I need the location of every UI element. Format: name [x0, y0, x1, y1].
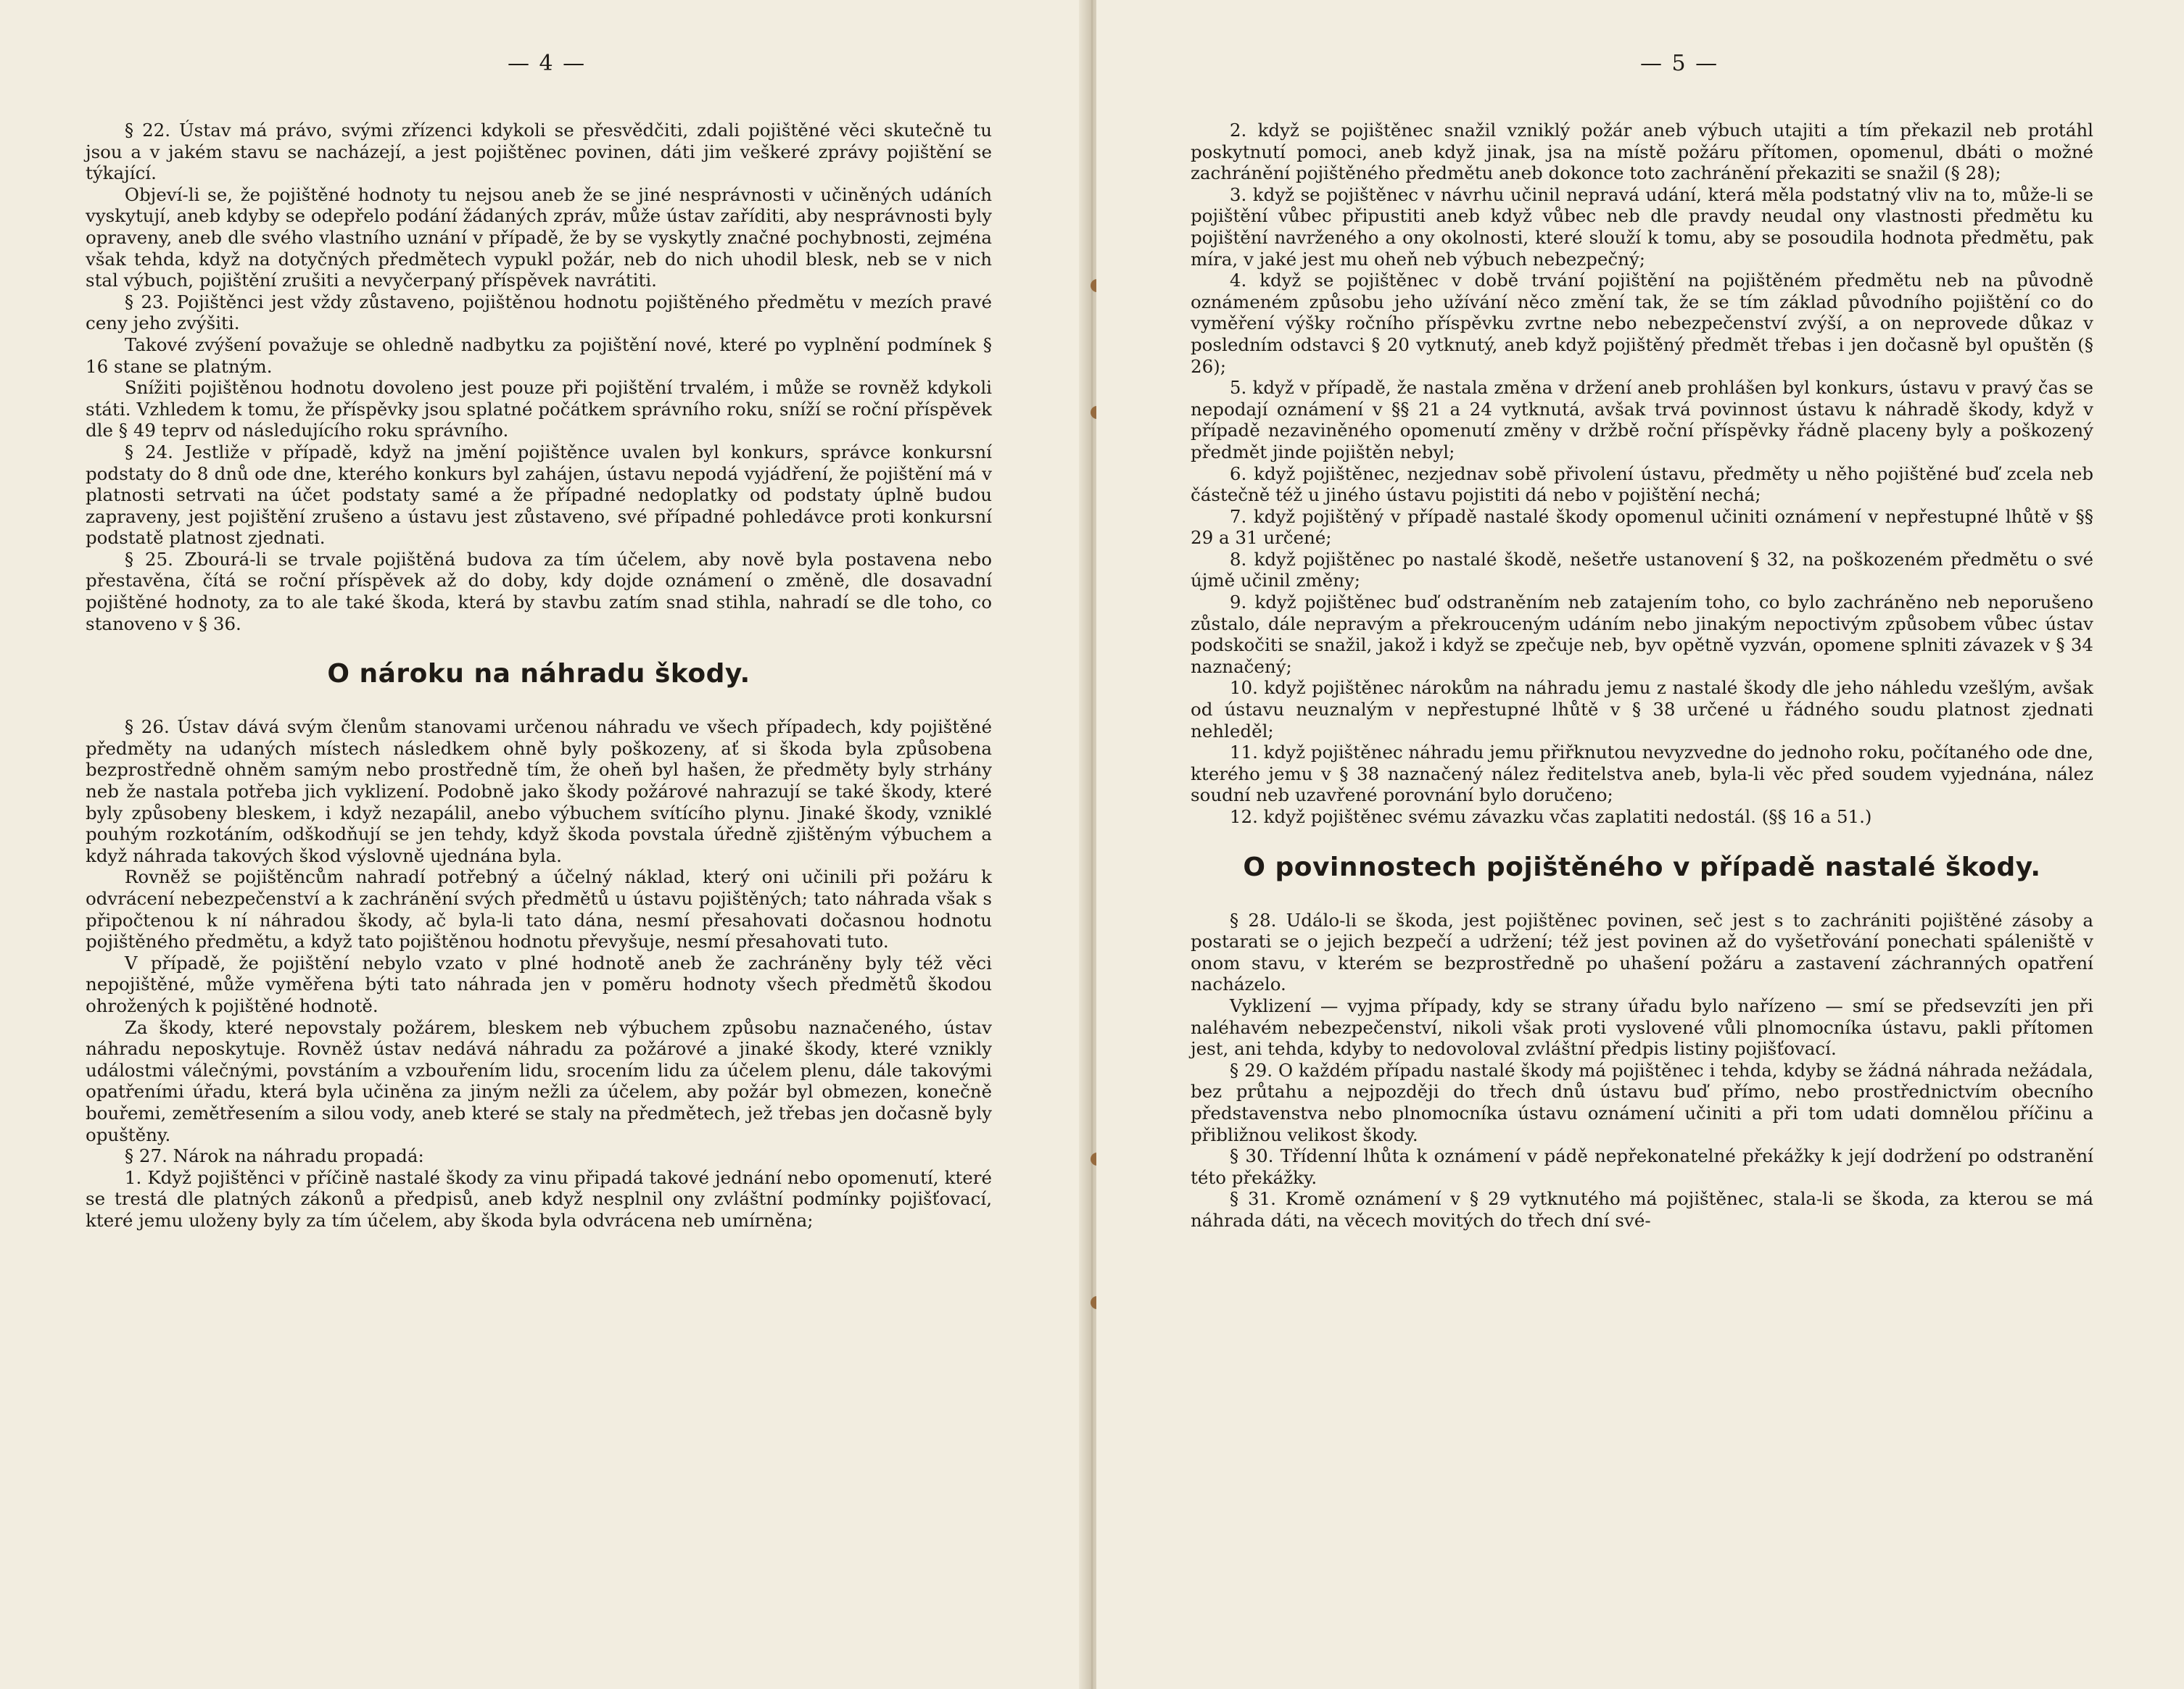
forfeiture-list — [1191, 120, 2093, 828]
list-item: 7. když pojištěný v případě nastalé škody opomenul učiniti oznámení v nepřestupné lhůtě v §§ 29 a 31 určené; — [1191, 505, 2093, 549]
list-item: 8. když pojištěnec po nastalé škodě, nešetře ustanovení § 32, na poškozeném předmětu o své újmě učinil změny; — [1191, 548, 2093, 592]
list-item: 4. když se pojištěnec v době trvání pojištění na pojištěném předmětu neb na původně oznámeném způsobu jeho užívání něco změní tak, že se tím základ původního pojištění co do vyměření výšky ročního příspěvku zvrtne nebo nebezpečenství zvýší, a on neprovede důkaz v posledním odstavci § 20 vytknutý, aneb když pojištěný předmět třebas i jen dočasně byl opuštěn (§ 26); — [1191, 270, 2093, 377]
list-item: 9. když pojištěnec buď odstraněním neb zatajením toho, co bylo zachráněno neb neporušeno zůstalo, dále nepravým a překrouceným udáním nebo jinakým nepoctivým způsobem vůbec ústav podskočiti se snažil, jakož i když se zpečuje neb, byv opětně vyzván, opomene splniti závazek v § 34 naznačený; — [1191, 592, 2093, 677]
list-item: 5. když v případě, že nastala změna v držení aneb prohlášen byl konkurs, ústavu v pravý čas se nepodají oznámení v §§ 21 a 24 vytknutá, avšak trvá povinnost ústavu k náhradě škody, když v případě nezaviněného opomenutí změny v držbě roční příspěvky řádně placeny byly a poškozený předmět jinde pojištěn nebyl; — [1191, 377, 2093, 462]
paragraph: 1. Když pojištěnci v příčině nastalé škody za vinu připadá takové jednání nebo opomenutí, které se trestá dle platných zákonů a předpisů, aneb když nesplnil ony zvláštní podmínky pojišťovací, které jemu uloženy byly za tím účelem, aby škoda byla odvrácena neb umírněna; — [86, 1166, 992, 1231]
list-item: 12. když pojištěnec svému závazku včas zaplatiti nedostál. (§§ 16 a 51.) — [1229, 806, 1872, 827]
paragraph: § 24. Jestliže v případě, když na jmění pojištěnce uvalen byl konkurs, správce konkursní podstaty do 8 dnů ode dne, kterého konkurs byl zahájen, ústavu nepodá vyjádření, že pojištění má v platnosti setrvati na účet podstaty samé a že případné nedoplatky od podstaty úplně budou zapraveny, jest pojištění zrušeno a ústavu jest zůstaveno, své případné pohledávce proti konkursní podstatě platnost zjednati. — [86, 441, 992, 549]
paragraph: § 29. O každém případu nastalé škody má pojištěnec i tehda, kdyby se žádná náhrada nežádala, bez průtahu a nejpozději do třech dnů ústavu buď přímo, nebo prostřednictvím obecního představenstva nebo plnomocníka ústavu oznámení učiniti a při tom udati domnělou příčinu a přibližnou velikost škody. — [1191, 1059, 2093, 1145]
list-item: 3. když se pojištěnec v návrhu učinil nepravá udání, která měla podstatný vliv na to, může-li se pojištění vůbec připustiti aneb když vůbec neb dle pravdy neudal ony vlastnosti předmětu ku pojištění navrženého a ony okolnosti, které slouží k tomu, aby se posoudila hodnota předmětu, pak míra, v jaké jest mu oheň neb výbuch nebezpečný; — [1191, 183, 2093, 270]
paragraph: Vyklizení — vyjma případy, kdy se strany úřadu bylo nařízeno — smí se předsevzíti jen při naléhavém nebezpečenství, nikoli však proti vyslovené vůli plnomocníka ústavu, pakli přítomen jest, ani tehda, kdyby to nedovoloval zvláštní předpis listiny pojišťovací. — [1191, 995, 2093, 1060]
section-heading: O nároku na náhradu škody. — [327, 659, 750, 689]
paragraph: Za škody, které nepovstaly požárem, bleskem neb výbuchem způsobu naznačeného, ústav náhradu neposkytuje. Rovněž ústav nedává náhradu za požárové a jinaké škody, které vznikly událostmi válečnými, povstáním a vzbouřením lidu, srocením lidu za účelem plenu, dále takovými opatřeními úřadu, která byla učiněna za jiným nežli za účelem, aby požár byl obmezen, konečně bouřemi, zemětřesením a silou vody, aneb které se staly na předmětech, jež třebas jen dočasně byly opuštěny. — [86, 1016, 992, 1145]
paragraph: § 25. Zbourá-li se trvale pojištěná budova za tím účelem, aby nově byla postavena nebo přestavěna, čítá se roční příspěvek až do doby, kdy dojde oznámení o změně, dle dosavadní pojištěné hodnoty, za to ale také škoda, která by stavbu zatím snad stihla, nahradí se dle toho, co stanoveno v § 36. — [86, 548, 992, 634]
right-page — [1096, 0, 2184, 1689]
left-page — [0, 0, 1088, 1689]
list-item: 2. když se pojištěnec snažil vzniklý požár aneb výbuch utajiti a tím překazil neb protáhl poskytnutí pomoci, aneb když jinak, jsa na místě požáru přítomen, opomenul, dbáti o možné zachránění pojištěného předmětu aneb dokonce toto zachránění překaziti se snažil (§ 28); — [1191, 120, 2093, 184]
list-item: 11. když pojištěnec náhradu jemu přiřknutou nevyzvedne do jednoho roku, počítaného ode dne, kterého jemu v § 38 naznačený nález ředitelstva aneb, byla-li věc před soudem vyjednána, nález soudní neb uzavřené porovnání bylo doručeno; — [1191, 742, 2093, 806]
paragraph: § 31. Kromě oznámení v § 29 vytknutého má pojištěnec, stala-li se škoda, za kterou se má náhrada dáti, na věcech movitých do třech dní své- — [1191, 1188, 2093, 1231]
page-number-right: — 5 — — [1640, 51, 1719, 76]
paragraph: Rovněž se pojištěncům nahradí potřebný a účelný náklad, který oni učinili při požáru k odvrácení nebezpečenství a k zachránění svých předmětů u ústavu pojištěných; tato náhrada však s připočtenou k ní náhradou škody, ač byla-li tato dána, nesmí přesahovati dočasnou hodnotu pojištěného předmětu, a když tato pojištěnou hodnotu převyšuje, nesmí přesahovati tuto. — [86, 866, 992, 953]
paragraph: § 26. Ústav dává svým členům stanovami určenou náhradu ve všech případech, kdy pojištěné předměty na udaných místech následkem ohně byly poškozeny, ať si škoda byla způsobena bezprostředně ohněm samým nebo prostředně tím, že oheň byl hašen, že předměty byly strhány neb že nastala potřeba jich vyklizení. Podobně jako škody požárové nahrazují se také škody, které byly způsobeny bleskem, i když nezapálil, anebo výbuchem svítícího plynu. Jinaké škody, vzniklé pouhým rozkotáním, odškodňují se jen tehdy, když škoda povstala úředně zjištěným výbuchem a když náhrada takových škod výslovně ujednána byla. — [86, 716, 992, 866]
list-item: 10. když pojištěnec nárokům na náhradu jemu z nastalé škody dle jeho náhledu vzešlým, avšak od ústavu neuznalým v nepřestupné lhůtě v § 38 určené u řádného soudu platnost zjednati nehleděl; — [1191, 677, 2093, 742]
paragraph: V případě, že pojištění nebylo vzato v plné hodnotě aneb že zachráněny byly též věci nepojištěné, může vyměřena býti tato náhrada jen v poměru hodnoty všech předmětů škodou ohrožených k pojištěné hodnotě. — [86, 952, 992, 1016]
paragraph: § 27. Nárok na náhradu propadá: — [124, 1145, 424, 1167]
section-heading: O povinnostech pojištěného v případě nastalé škody. — [1243, 852, 2041, 882]
paragraph: § 22. Ústav má právo, svými zřízenci kdykoli se přesvědčiti, zdali pojištěné věci skutečně tu jsou a v jakém stavu se nacházejí, a jest pojištěnec povinen, dáti jim veškeré zprávy pojištění se týkající. — [86, 120, 992, 184]
paragraph: § 30. Třídenní lhůta k oznámení v pádě nepřekonatelné překážky k její dodržení po odstranění této překážky. — [1191, 1145, 2093, 1188]
left-page-text — [86, 120, 992, 1232]
paragraph: § 28. Událo-li se škoda, jest pojištěnec povinen, seč jest s to zachrániti pojištěné zásoby a postarati se o jejich bezpečí a udržení; též jest povinen až do vyšetřování ponechati spáleniště v onom stavu, v kterém se bezprostředně po uhašení požáru a zastavení záchranných opatření nacházelo. — [1191, 909, 2093, 995]
paragraph: § 23. Pojištěnci jest vždy zůstaveno, pojištěnou hodnotu pojištěného předmětu v mezích pravé ceny jeho zvýšiti. — [86, 291, 992, 334]
list-item: 6. když pojištěnec, nezjednav sobě přivolení ústavu, předměty u něho pojištěné buď zcela neb částečně též u jiného ústavu pojistiti dá nebo v pojištění nechá; — [1191, 462, 2093, 506]
page-number-left: — 4 — — [508, 51, 587, 76]
right-page-text — [1191, 120, 2093, 1232]
paragraph: Objeví-li se, že pojištěné hodnoty tu nejsou aneb že se jiné nesprávnosti v učiněných udáních vyskytují, aneb kdyby se odepřelo podání žádaných zpráv, může ústav zaříditi, aby nesprávnosti byly opraveny, aneb dle svého vlastního uznání v případě, že by se vyskytly značné pochybnosti, zejména však tehda, když na dotyčných předmětech vypukl požár, neb do nich uhodil blesk, neb se v nich stal výbuch, pojištění zrušiti a nevyčerpaný příspěvek navrátiti. — [86, 183, 992, 291]
paragraph: Takové zvýšení považuje se ohledně nadbytku za pojištění nové, které po vyplnění podmínek § 16 stane se platným. — [86, 333, 992, 377]
paragraph: Snížiti pojištěnou hodnotu dovoleno jest pouze při pojištění trvalém, i může se rovněž kdykoli státi. Vzhledem k tomu, že příspěvky jsou splatné počátkem správního roku, sníží se roční příspěvek dle § 49 teprv od následujícího roku správního. — [86, 377, 992, 441]
